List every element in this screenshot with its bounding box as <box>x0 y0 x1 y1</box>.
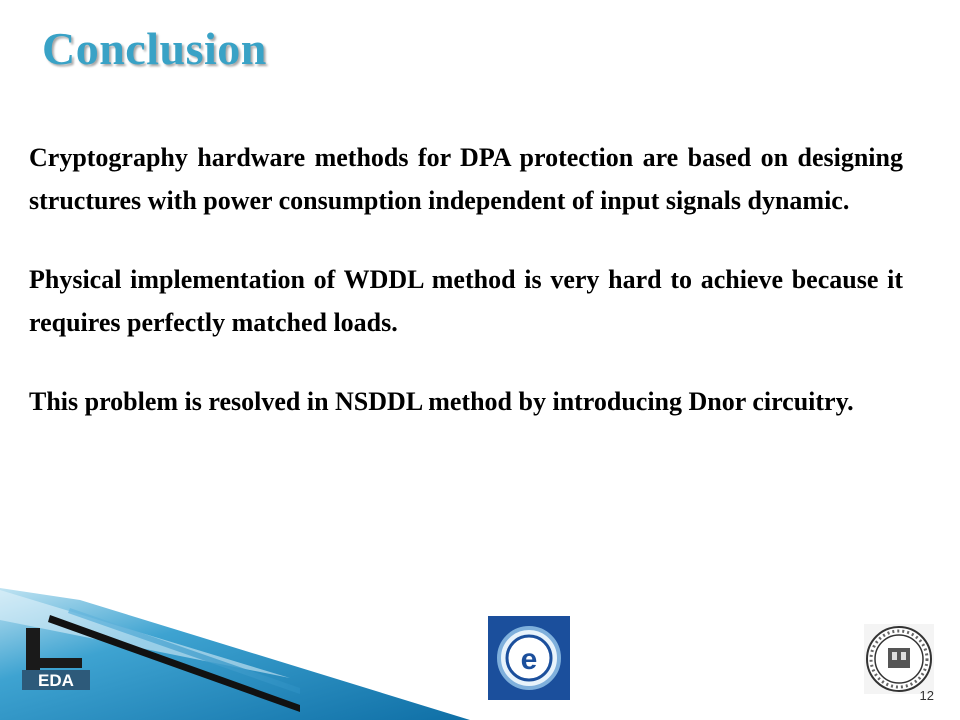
page-number: 12 <box>919 688 934 703</box>
paragraph-1: Cryptography hardware methods for DPA protection are based on designing structures with power consumption independent of input signals dynamic. <box>29 143 903 215</box>
paragraph-3: This problem is resolved in NSDDL method by introducing Dnor circuitry. <box>29 387 854 416</box>
center-logo-glyph: e <box>520 643 538 676</box>
center-logo <box>488 616 570 700</box>
paragraph-2: Physical implementation of WDDL method is very hard to achieve because it requires perfectly matched loads. <box>29 265 903 337</box>
slide-body <box>29 136 903 459</box>
bottom-decoration <box>0 560 960 720</box>
eda-logo <box>22 624 90 690</box>
eda-logo-text: EDA <box>38 671 74 690</box>
university-seal <box>864 624 934 694</box>
slide-title: Conclusion <box>42 23 267 74</box>
